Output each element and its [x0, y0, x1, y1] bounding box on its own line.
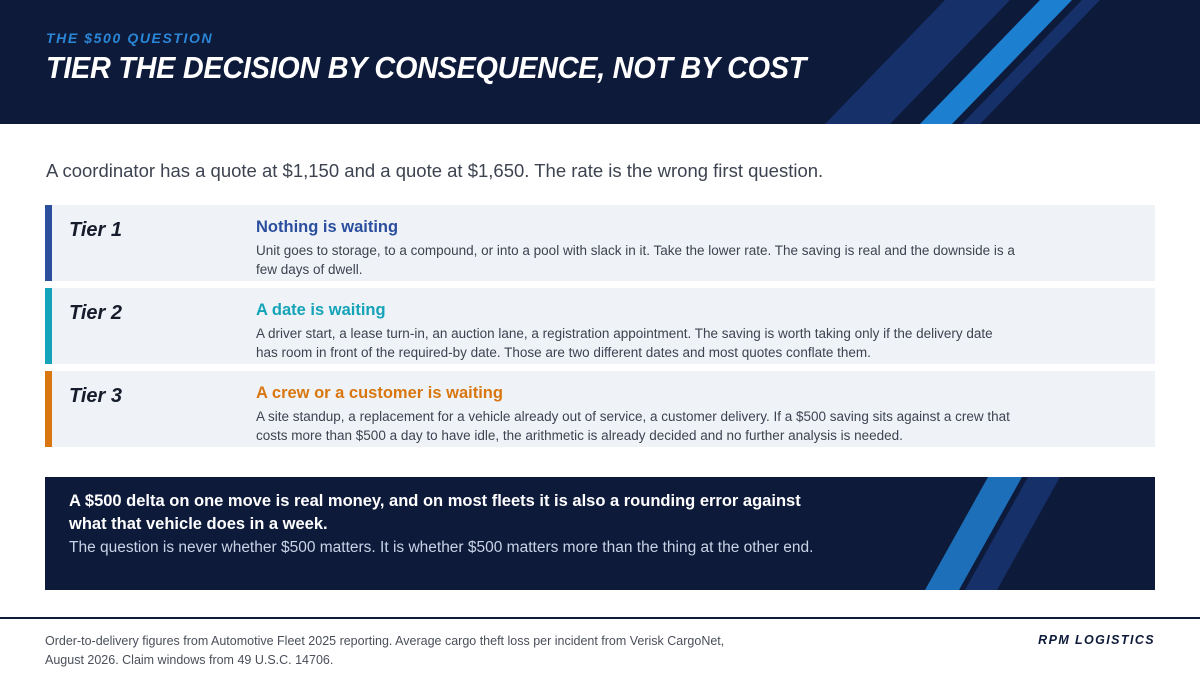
callout-box — [45, 477, 1155, 590]
tier-3-label: Tier 3 — [69, 385, 122, 407]
tier-1-body: Unit goes to storage, to a compound, or into a pool with slack in it. Take the lower rate. The saving is real and the downside is a few days of dwell. — [256, 243, 1015, 277]
tier-2-card — [45, 288, 1155, 364]
footer-divider — [0, 617, 1200, 619]
tier-3-body: A site standup, a replacement for a vehicle already out of service, a customer delivery. If a $500 saving sits against a crew that costs more than $500 a day to have idle, the arithmetic is already decided and no further analysis is needed. — [256, 409, 1010, 443]
callout-lead: A $500 delta on one move is real money, and on most fleets it is also a rounding error against what that vehicle does in a week. — [69, 492, 801, 533]
tier-1-label: Tier 1 — [69, 219, 122, 241]
tier-3-heading: A crew or a customer is waiting — [256, 384, 503, 402]
page-title: TIER THE DECISION BY CONSEQUENCE, NOT BY COST — [46, 50, 807, 85]
tier-2-label: Tier 2 — [69, 302, 122, 324]
tier-3-accent-bar — [45, 371, 52, 447]
footer-source-note: Order-to-delivery figures from Automotive Fleet 2025 reporting. Average cargo theft loss per incident from Verisk CargoNet, August 2026. Claim windows from 49 U.S.C. 14706. — [45, 634, 725, 667]
tier-2-accent-bar — [45, 288, 52, 364]
intro-text: A coordinator has a quote at $1,150 and a quote at $1,650. The rate is the wrong first question. — [46, 160, 824, 181]
tier-1-accent-bar — [45, 205, 52, 281]
tier-1-card — [45, 205, 1155, 281]
tier-3-card — [45, 371, 1155, 447]
tier-1-heading: Nothing is waiting — [256, 218, 399, 236]
header-banner — [0, 0, 1200, 124]
brand-logo-text: RPM LOGISTICS — [1038, 633, 1155, 647]
callout-sub: The question is never whether $500 matters. It is whether $500 matters more than the thing at the other end. — [69, 539, 814, 556]
tier-2-heading: A date is waiting — [256, 301, 386, 319]
tier-2-body: A driver start, a lease turn-in, an auction lane, a registration appointment. The saving is worth taking only if the delivery date has room in front of the required-by date. Those are two different dates and most quotes conflate them. — [256, 326, 993, 360]
header-eyebrow: THE $500 QUESTION — [46, 30, 214, 46]
